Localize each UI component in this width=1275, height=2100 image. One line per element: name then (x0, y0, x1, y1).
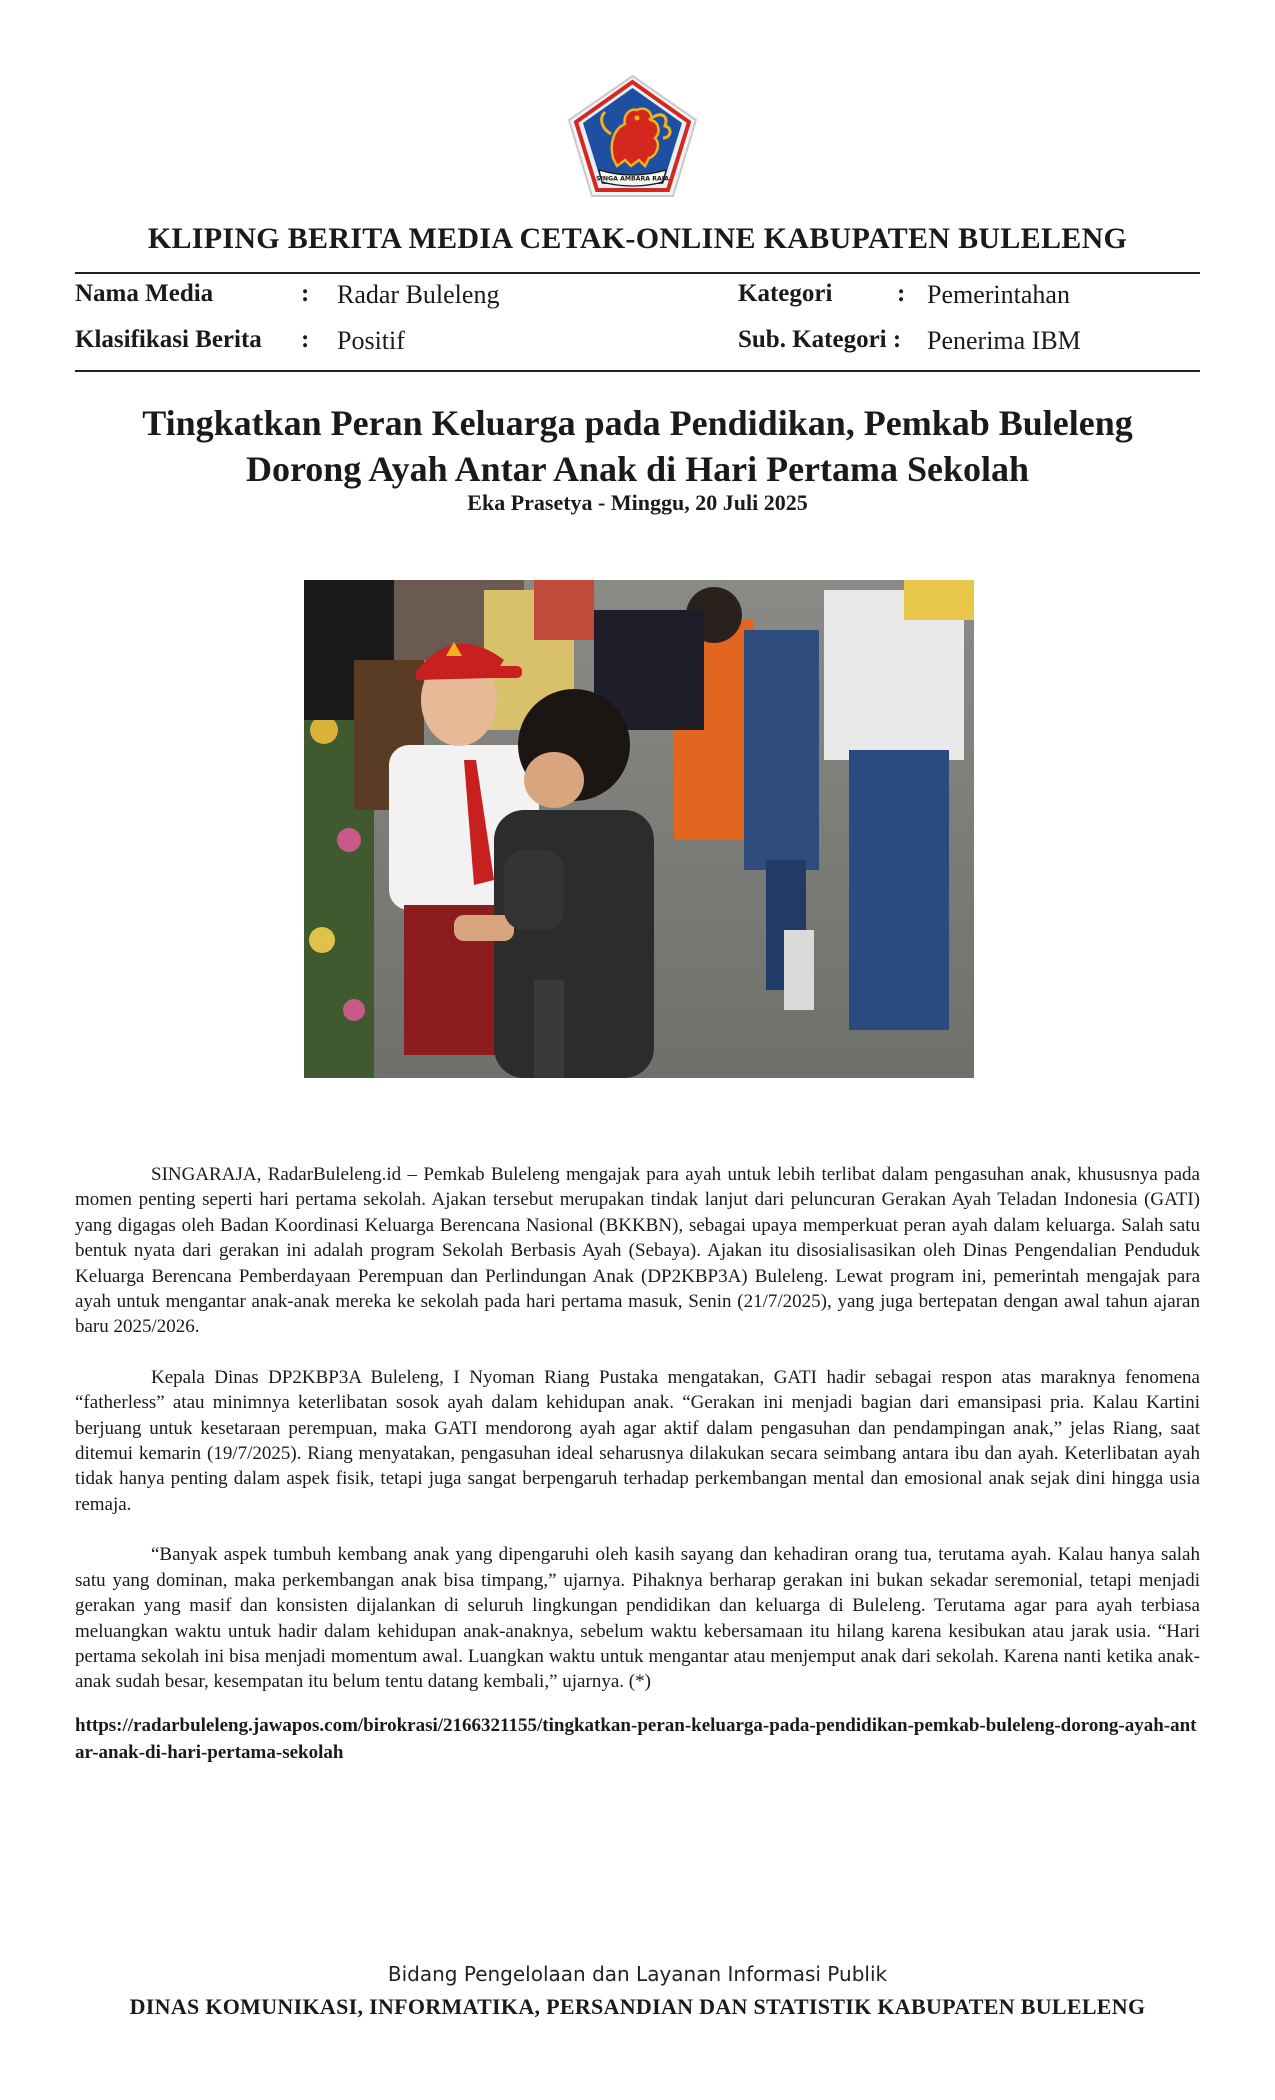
nama-media-label: Nama Media (75, 280, 214, 307)
sub-kategori-label: Sub. Kategori : (738, 326, 902, 353)
kategori-colon: : (897, 280, 906, 307)
headline-line-1: Tingkatkan Peran Keluarga pada Pendidikan, Pemkab Buleleng (142, 403, 1133, 443)
logo-ribbon-text: SINGA AMBARA RAJA (596, 175, 669, 183)
klasifikasi-value: Positif (337, 326, 405, 355)
article-photo (304, 580, 974, 1078)
article-paragraph-3: “Banyak aspek tumbuh kembang anak yang dipengaruhi oleh kasih sayang dan kehadiran orang tua, terutama ayah. Kalau hanya salah satu yang dominan, maka perkembangan anak bisa timpang,” ujarnya. Pihaknya berharap gerakan ini bukan sekadar seremonial, tetapi menjadi gerakan yang masif dan konsisten dijalankan di seluruh lingkungan pendidikan dan keluarga di Buleleng. Terutama agar para ayah terbiasa meluangkan waktu untuk hadir dalam kehidupan anak-anaknya, sebelum waktu kebersamaan itu hilang karena kesibukan atau jarak usia. “Hari pertama sekolah ini bisa menjadi momentum awal. Luangkan waktu untuk mengantar atau menjemput anak dari sekolah. Karena nanti ketika anak-anak sudah besar, kesempatan itu belum tentu datang kembali,” ujarnya. (*) (75, 1544, 1200, 1693)
header-divider-top (75, 272, 1200, 274)
footer-agency: DINAS KOMUNIKASI, INFORMATIKA, PERSANDIAN DAN STATISTIK KABUPATEN BULELENG (129, 1994, 1146, 2019)
klasifikasi-colon: : (301, 326, 310, 353)
article-headline (100, 400, 1175, 492)
footer-unit: Bidang Pengelolaan dan Layanan Informasi Publik (387, 1962, 888, 1986)
source-url: https://radarbuleleng.jawapos.com/birokrasi/2166321155/tingkatkan-peran-keluarga-pada-pendidikan-pemkab-buleleng-dorong-ayah-antar-anak-di-hari-pertama-sekolah (75, 1715, 1197, 1763)
article-body (75, 1162, 1200, 1720)
nama-media-value: Radar Buleleng (337, 280, 500, 309)
header-divider-bottom (75, 370, 1200, 372)
kategori-label: Kategori (738, 280, 833, 307)
meta-row-2 (75, 326, 1200, 360)
kabupaten-buleleng-logo (565, 72, 700, 202)
klasifikasi-label: Klasifikasi Berita (75, 326, 262, 353)
article-paragraph-1: SINGARAJA, RadarBuleleng.id – Pemkab Buleleng mengajak para ayah untuk lebih terlibat dalam pengasuhan anak, khususnya pada momen penting seperti hari pertama sekolah. Ajakan tersebut merupakan tindak lanjut dari peluncuran Gerakan Ayah Teladan Indonesia (GATI) yang digagas oleh Badan Koordinasi Keluarga Berencana Nasional (BKKBN), sebagai upaya memperkuat peran ayah dalam keluarga. Salah satu bentuk nyata dari gerakan ini adalah program Sekolah Berbasis Ayah (Sebaya). Ajakan itu disosialisasikan oleh Dinas Pengendalian Penduduk Keluarga Berencana Pemberdayaan Perempuan dan Perlindungan Anak (DP2KBP3A) Buleleng. Lewat program ini, pemerintah mengajak para ayah untuk mengantar anak-anak mereka ke sekolah pada hari pertama masuk, Senin (21/7/2025), yang juga bertepatan dengan awal tahun ajaran baru 2025/2026. (75, 1164, 1200, 1338)
nama-media-colon: : (301, 280, 310, 307)
meta-row-1 (75, 280, 1200, 314)
article-byline: Eka Prasetya - Minggu, 20 Juli 2025 (467, 490, 808, 515)
headline-line-2: Dorong Ayah Antar Anak di Hari Pertama Sekolah (245, 449, 1030, 489)
document-title: KLIPING BERITA MEDIA CETAK-ONLINE KABUPATEN BULELENG (147, 222, 1128, 255)
sub-kategori-value: Penerima IBM (927, 326, 1081, 355)
kategori-value: Pemerintahan (927, 280, 1070, 309)
article-paragraph-2: Kepala Dinas DP2KBP3A Buleleng, I Nyoman Riang Pustaka mengatakan, GATI hadir sebagai respon atas maraknya fenomena “fatherless” atau minimnya keterlibatan sosok ayah dalam kehidupan anak. “Gerakan ini menjadi bagian dari emansipasi pria. Kalau Kartini berjuang untuk kesetaraan perempuan, maka GATI mendorong ayah agar aktif dalam pengasuhan dan pendampingan anak,” jelas Riang, saat ditemui kemarin (19/7/2025). Riang menyatakan, pengasuhan ideal seharusnya dilakukan secara seimbang antara ibu dan ayah. Keterlibatan ayah tidak hanya penting dalam aspek fisik, tetapi juga sangat berpengaruh terhadap perkembangan mental dan emosional anak sejak dini hingga usia remaja. (75, 1366, 1200, 1515)
